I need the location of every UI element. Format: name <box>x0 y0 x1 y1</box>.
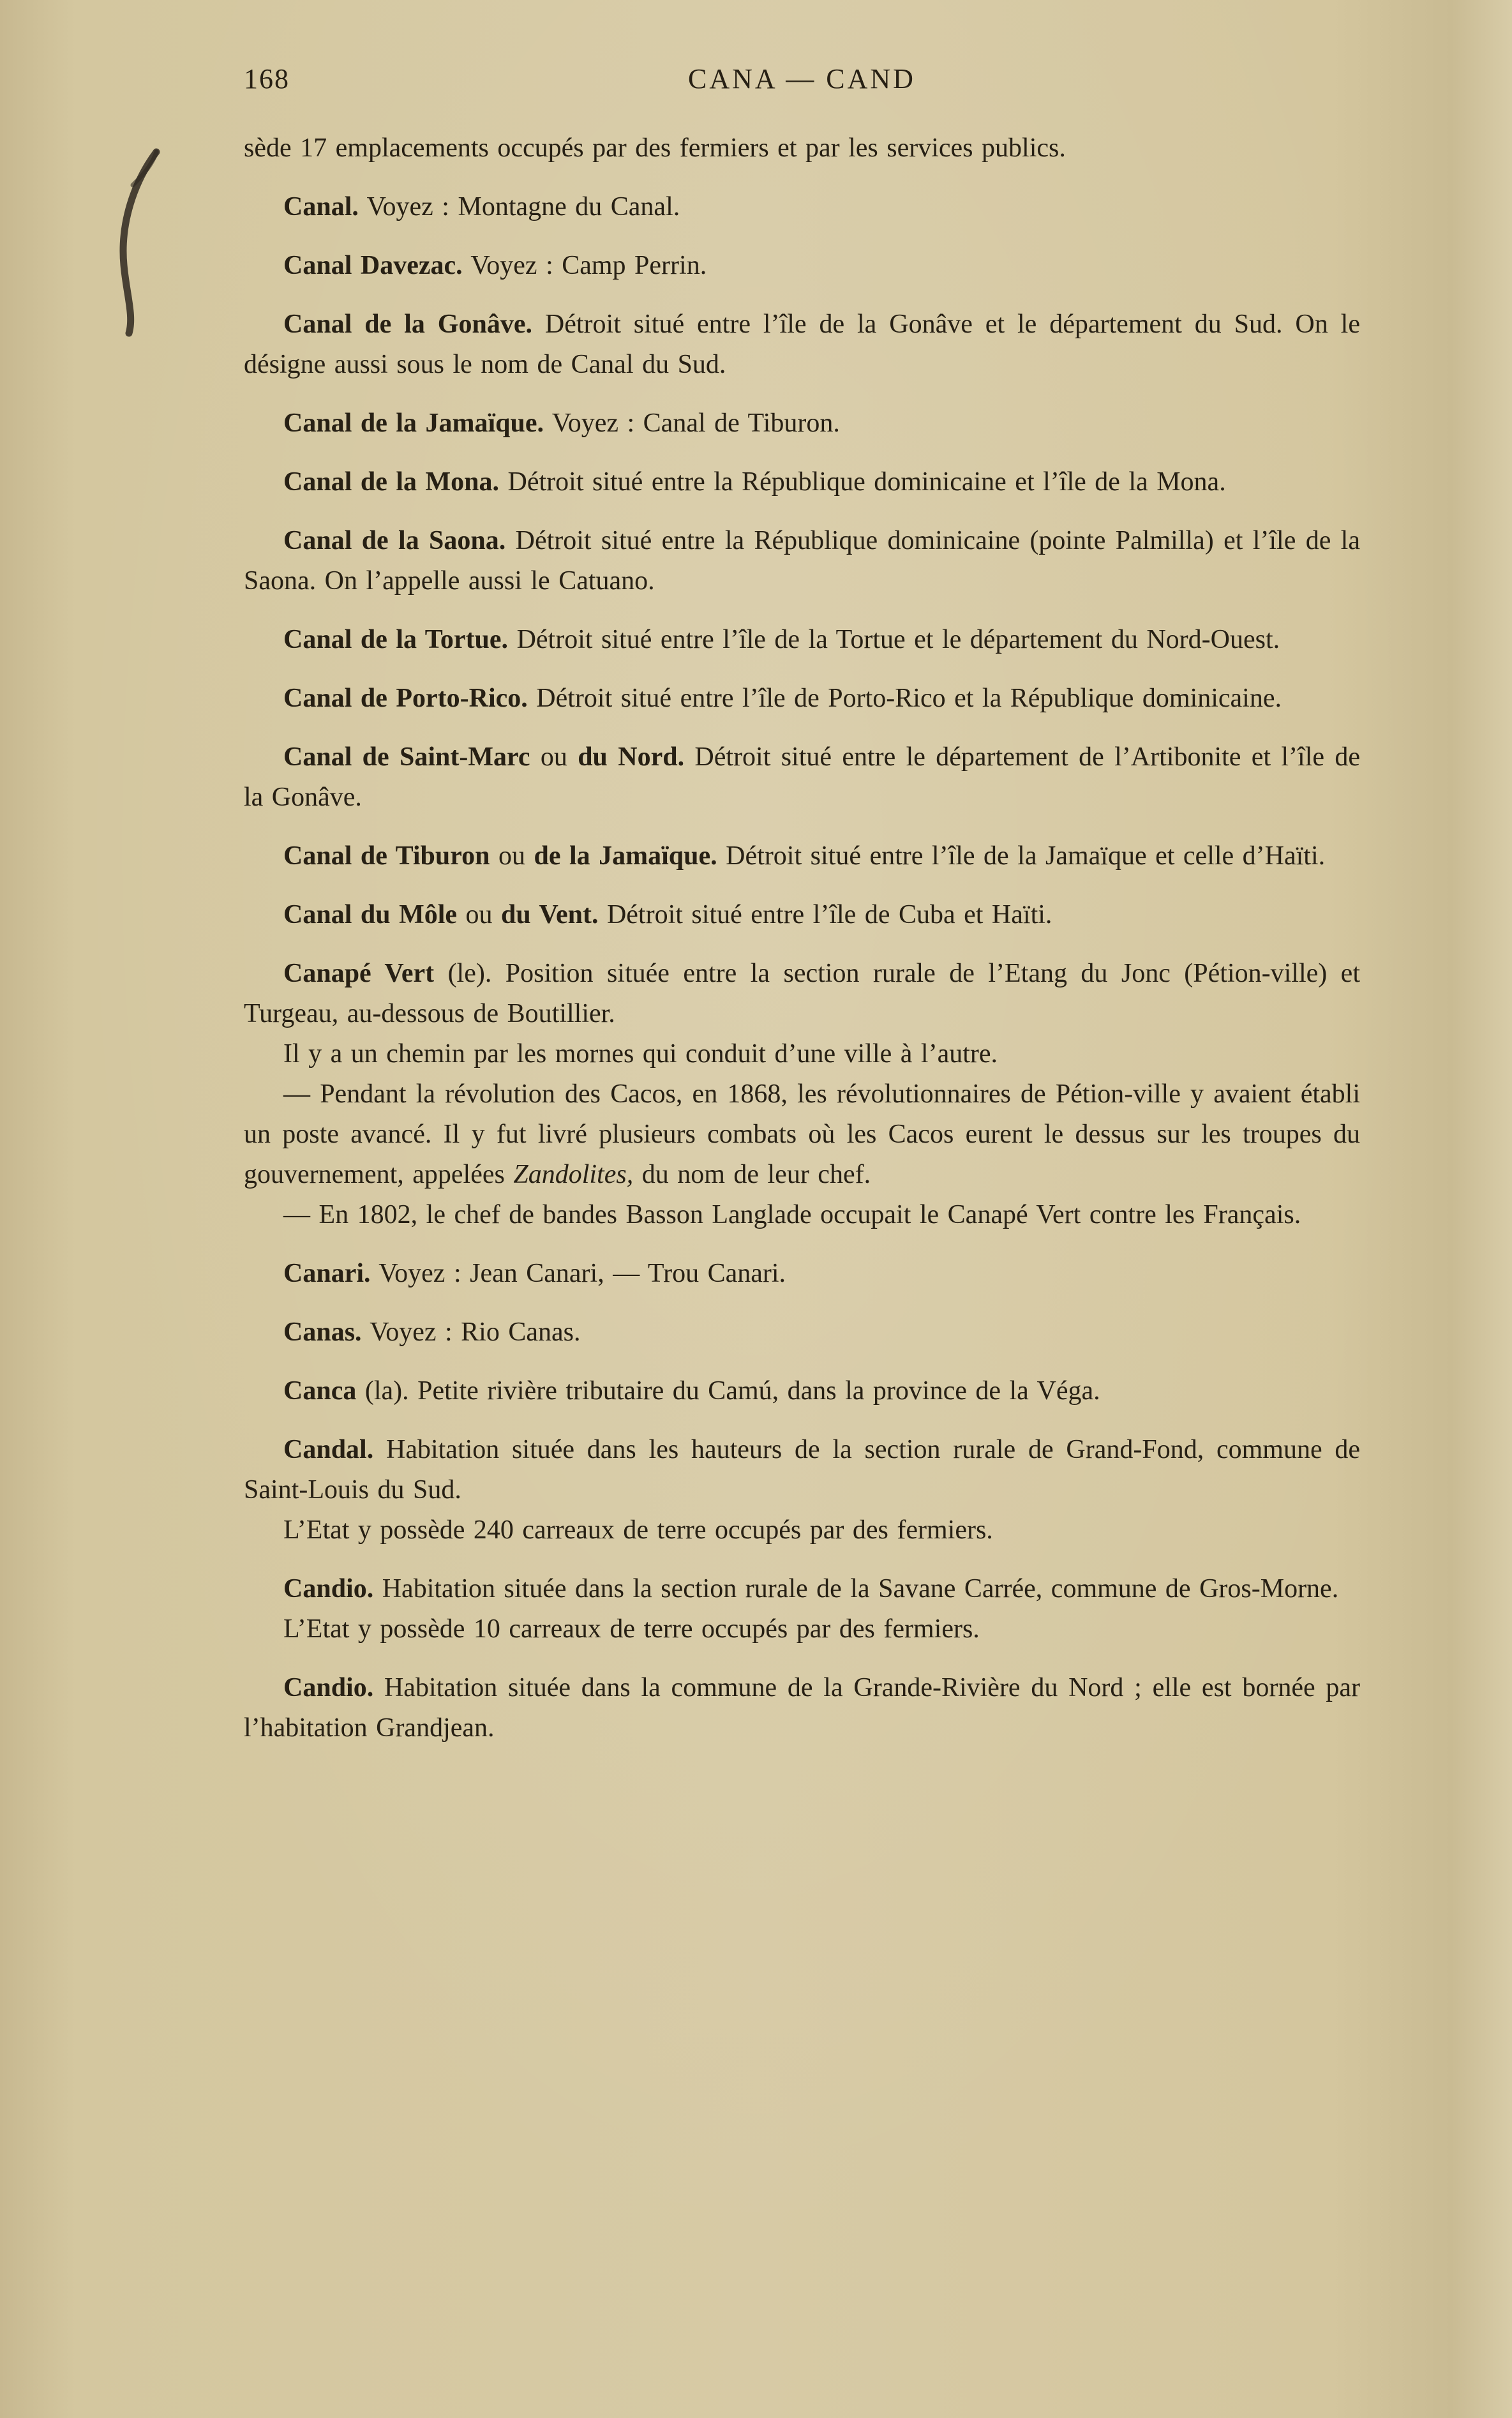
entry <box>244 679 1360 719</box>
entry-text: Voyez : Jean Canari, — Trou Canari. <box>370 1259 786 1288</box>
paragraph <box>244 1609 1360 1649</box>
entry-headword: Canal de la Saona. <box>283 526 506 555</box>
entry <box>244 1569 1360 1649</box>
entry-text: Détroit situé entre le département de l’Artibonite et l’île de la Gonâve. <box>244 742 1360 812</box>
paragraph <box>244 128 1360 169</box>
entry-headword: du Vent. <box>501 900 599 929</box>
entry-headword: Canas. <box>283 1318 362 1347</box>
paragraph <box>244 1034 1360 1074</box>
entry-text: Voyez : Montagne du Canal. <box>358 192 680 222</box>
entry <box>244 462 1360 502</box>
entries <box>244 128 1360 1748</box>
paragraph <box>244 1312 1360 1353</box>
entry-headword: Candal. <box>283 1435 374 1464</box>
entry <box>244 895 1360 935</box>
entry-headword: Canal de Porto-Rico. <box>283 684 528 713</box>
paragraph <box>244 462 1360 502</box>
paragraph <box>244 1569 1360 1609</box>
entry-headword: Canal de la Tortue. <box>283 625 509 654</box>
entry-headword: Canari. <box>283 1259 371 1288</box>
entry <box>244 1312 1360 1353</box>
paragraph <box>244 679 1360 719</box>
paragraph <box>244 1254 1360 1294</box>
entry-headword: Candio. <box>283 1673 374 1702</box>
entry-headword: Candio. <box>283 1574 374 1603</box>
entry <box>244 954 1360 1235</box>
entry-headword: de la Jamaïque. <box>534 841 717 871</box>
paragraph <box>244 246 1360 286</box>
entry <box>244 1254 1360 1294</box>
entry-text: Habitation située dans la section rurale de la Savane Carrée, commune de Gros-Morne. <box>373 1574 1339 1603</box>
paragraph <box>244 836 1360 876</box>
entry-text: ou <box>540 742 578 772</box>
running-title: CANA — CAND <box>688 63 916 94</box>
entry-text: Détroit situé entre l’île de Cuba et Haïti. <box>598 900 1052 929</box>
paragraph <box>244 620 1360 660</box>
entry-text: L’Etat y possède 10 carreaux de terre occupés par des fermiers. <box>283 1614 980 1644</box>
entry <box>244 521 1360 601</box>
entry <box>244 304 1360 385</box>
paragraph <box>244 1074 1360 1195</box>
entry <box>244 187 1360 227</box>
entry-headword: Canal de Saint-Marc <box>283 742 541 772</box>
paragraph <box>244 895 1360 935</box>
entry-headword: Canal de Tiburon <box>283 841 498 871</box>
entry-text: Détroit situé entre l’île de Porto-Rico et la République dominicaine. <box>527 684 1282 713</box>
entry-text: Habitation située dans les hauteurs de la section rurale de Grand-Fond, commune de Saint-Louis du Sud. <box>244 1435 1360 1505</box>
paragraph <box>244 521 1360 601</box>
entry <box>244 620 1360 660</box>
entry-headword: Canal de la Jamaïque. <box>283 409 544 438</box>
entry-text: Voyez : Rio Canas. <box>361 1318 581 1347</box>
entry-text: Voyez : Canal de Tiburon. <box>544 409 840 438</box>
entry-headword: Canal Davezac. <box>283 251 463 280</box>
entry <box>244 1430 1360 1551</box>
entry-text: — En 1802, le chef de bandes Basson Langlade occupait le Canapé Vert contre les Français. <box>283 1200 1301 1229</box>
entry-text: (le). Position située entre la section rurale de l’Etang du Jonc (Pétion-ville) et Turgeau, au-dessous de Boutillier. <box>244 959 1360 1028</box>
entry-continuation <box>244 128 1360 169</box>
page-header <box>244 63 1360 95</box>
paragraph <box>244 1430 1360 1510</box>
entry-headword: Canal. <box>283 192 359 222</box>
entry <box>244 246 1360 286</box>
entry <box>244 1371 1360 1411</box>
paragraph <box>244 1371 1360 1411</box>
entry-text: Détroit situé entre l’île de la Gonâve et le département du Sud. On le désigne aussi sous le nom de Canal du Sud. <box>244 310 1360 379</box>
entry-headword: Canal du Môle <box>283 900 466 929</box>
paragraph <box>244 304 1360 385</box>
paragraph <box>244 954 1360 1034</box>
page-number: 168 <box>244 63 290 94</box>
entry-text: Voyez : Camp Perrin. <box>462 251 707 280</box>
paragraph <box>244 187 1360 227</box>
entry-text: (la). Petite rivière tributaire du Camú, dans la province de la Véga. <box>356 1376 1100 1406</box>
paragraph <box>244 1668 1360 1748</box>
entry-text: Détroit situé entre la République dominicaine (pointe Palmilla) et l’île de la Saona. On l’appelle aussi le Catuano. <box>244 526 1360 596</box>
entry-text: — Pendant la révolution des Cacos, en 1868, les révolutionnaires de Pétion-ville y avaient établi un poste avancé. Il y fut livré plusieurs combats où les Cacos eurent le dessus sur les troupes du gouvernement, appelées <box>244 1079 1360 1189</box>
entry-text: Il y a un chemin par les mornes qui conduit d’une ville à l’autre. <box>283 1039 998 1069</box>
paragraph <box>244 1510 1360 1551</box>
entry-text: Détroit situé entre l’île de la Tortue et le département du Nord-Ouest. <box>508 625 1280 654</box>
entry <box>244 1668 1360 1748</box>
paragraph <box>244 737 1360 818</box>
entry-headword: Canca <box>283 1376 357 1406</box>
entry <box>244 403 1360 444</box>
entry-headword: Canal de la Mona. <box>283 467 500 497</box>
italic-text: Zandolites, <box>513 1160 634 1189</box>
entry-text: Détroit situé entre la République dominicaine et l’île de la Mona. <box>499 467 1226 497</box>
entry-text: L’Etat y possède 240 carreaux de terre occupés par des fermiers. <box>283 1515 993 1545</box>
entry-text: du nom de leur chef. <box>633 1160 871 1189</box>
entry <box>244 737 1360 818</box>
paragraph <box>244 1195 1360 1235</box>
entry-text: ou <box>465 900 502 929</box>
entry-text: sède 17 emplacements occupés par des fermiers et par les services publics. <box>244 133 1066 163</box>
paragraph <box>244 403 1360 444</box>
entry-text: Habitation située dans la commune de la Grande-Rivière du Nord ; elle est bornée par l’habitation Grandjean. <box>244 1673 1360 1743</box>
entry-text: ou <box>498 841 534 871</box>
entry-headword: du Nord. <box>578 742 685 772</box>
entry-text: Détroit situé entre l’île de la Jamaïque et celle d’Haïti. <box>717 841 1326 871</box>
entry-headword: Canal de la Gonâve. <box>283 310 532 339</box>
entry <box>244 836 1360 876</box>
entry-headword: Canapé Vert <box>283 959 435 988</box>
